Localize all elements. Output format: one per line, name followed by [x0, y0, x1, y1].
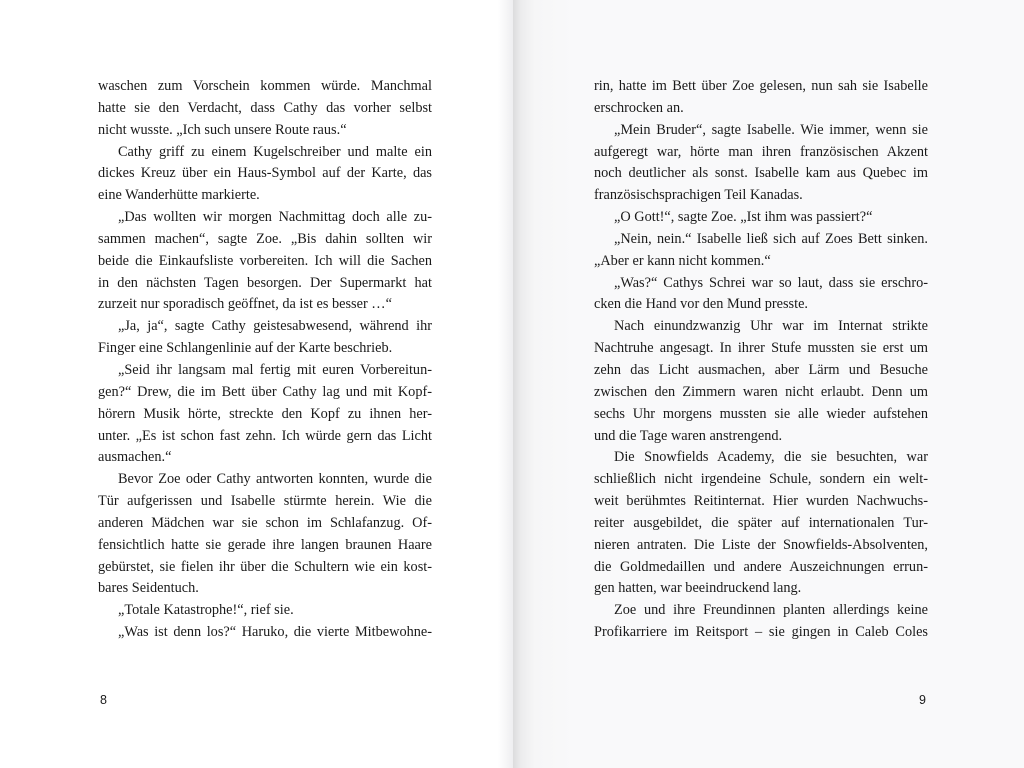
text-line: die Goldmedaillen und andere Auszeichnungen errun- [594, 558, 928, 575]
text-line: hatte sie den Verdacht, dass Cathy das vorher selbst [98, 99, 432, 116]
text-line: Profikarriere im Reitsport – sie gingen in Caleb Coles [594, 624, 928, 641]
right-page [513, 0, 1024, 768]
text-line: Cathy griff zu einem Kugelschreiber und malte ein [118, 143, 432, 160]
text-line: „Seid ihr langsam mal fertig mit euren Vorbereitun- [118, 361, 432, 378]
text-line: weit berühmtes Reitinternat. Hier wurden Nachwuchs- [594, 493, 928, 510]
text-line: beide die Einkaufsliste vorbereiten. Ich will die Sachen [98, 252, 432, 269]
text-line: Tür aufgerissen und Isabelle stürmte herein. Wie die [98, 493, 432, 510]
text-line: erschrocken an. [594, 99, 684, 116]
text-line: sammen machen“, sagte Zoe. „Bis dahin sollten wir [98, 230, 432, 247]
right-page-text [594, 76, 928, 644]
text-line: „O Gott!“, sagte Zoe. „Ist ihm was passiert?“ [614, 209, 873, 226]
text-line: bares Seidentuch. [98, 580, 199, 597]
text-line: nieren antraten. Die Liste der Snowfields-Absolventen, [594, 536, 928, 553]
text-line: Zoe und ihre Freundinnen planten allerdings keine [614, 602, 928, 619]
text-line: zehn das Licht ausmachen, aber Lärm und Besuche [594, 361, 928, 378]
text-line: in den nächsten Tagen besorgen. Der Supermarkt hat [98, 274, 432, 291]
text-line: „Das wollten wir morgen Nachmittag doch alle zu- [118, 209, 432, 226]
left-page-text [98, 76, 432, 644]
text-line: dickes Kreuz über ein Haus-Symbol auf der Karte, das [98, 165, 432, 182]
text-line: „Nein, nein.“ Isabelle ließ sich auf Zoes Bett sinken. [614, 230, 928, 247]
text-line: französischsprachigen Teil Kanadas. [594, 187, 803, 204]
text-line: Bevor Zoe oder Cathy antworten konnten, wurde die [118, 471, 432, 488]
text-line: cken die Hand vor den Mund presste. [594, 296, 808, 313]
text-line: „Was ist denn los?“ Haruko, die vierte Mitbewohne- [118, 624, 432, 641]
text-line: rin, hatte im Bett über Zoe gelesen, nun sah sie Isabelle [594, 78, 928, 94]
text-line: sechs Uhr morgens mussten sie alle wieder aufstehen [594, 405, 928, 422]
left-page-number: 8 [100, 693, 107, 707]
text-line: zurzeit nur sporadisch geöffnet, da ist es besser …“ [98, 296, 392, 313]
text-line: Die Snowfields Academy, die sie besuchten, war [614, 449, 928, 466]
text-line: gen?“ Drew, die im Bett über Cathy lag und mit Kopf- [98, 383, 432, 400]
text-line: schließlich nicht irgendeine Schule, sondern ein welt- [594, 471, 928, 488]
text-line: und die Tage waren anstrengend. [594, 427, 783, 444]
text-line: gen hatten, war beeindruckend lang. [594, 580, 802, 597]
right-page-number: 9 [919, 693, 926, 707]
text-line: gebürstet, sie fielen ihr über die Schultern wie ein kost- [98, 558, 432, 575]
text-line: reiter ausgebildet, die später auf internationalen Tur- [594, 514, 928, 531]
text-line: ausmachen.“ [98, 449, 172, 466]
text-line: nicht wusste. „Ich such unsere Route raus.“ [98, 121, 347, 138]
text-line: zwischen den Zimmern waren nicht erlaubt. Denn um [594, 383, 928, 400]
text-line: unter. „Es ist schon fast zehn. Ich würde gern das Licht [98, 427, 432, 444]
text-line: anderen Mädchen war sie schon im Schlafanzug. Of- [98, 514, 432, 531]
text-line: „Aber er kann nicht kommen.“ [594, 252, 771, 269]
text-line: „Totale Katastrophe!“, rief sie. [118, 602, 294, 619]
gutter-shadow [498, 0, 513, 768]
text-line: Finger eine Schlangenlinie auf der Karte beschrieb. [98, 340, 393, 357]
text-line: „Was?“ Cathys Schrei war so laut, dass sie erschro- [614, 274, 928, 291]
text-line: aufgeregt war, hörte man ihren französischen Akzent [594, 143, 928, 160]
text-line: Nach einundzwanzig Uhr war im Internat strikte [614, 318, 928, 335]
text-line: hörern Musik hörte, streckte den Kopf zu ihnen her- [98, 405, 432, 422]
text-line: waschen zum Vorschein kommen würde. Manchmal [98, 78, 432, 94]
text-line: „Ja, ja“, sagte Cathy geistesabwesend, während ihr [118, 318, 432, 335]
text-line: „Mein Bruder“, sagte Isabelle. Wie immer, wenn sie [614, 121, 928, 138]
text-line: Nachtruhe angesagt. In ihrer Stufe mussten sie erst um [594, 340, 928, 357]
text-line: fensichtlich hatte sie gerade ihre langen braunen Haare [98, 536, 432, 553]
text-line: eine Wanderhütte markierte. [98, 187, 260, 204]
text-line: noch deutlicher als sonst. Isabelle kam aus Quebec im [594, 165, 928, 182]
